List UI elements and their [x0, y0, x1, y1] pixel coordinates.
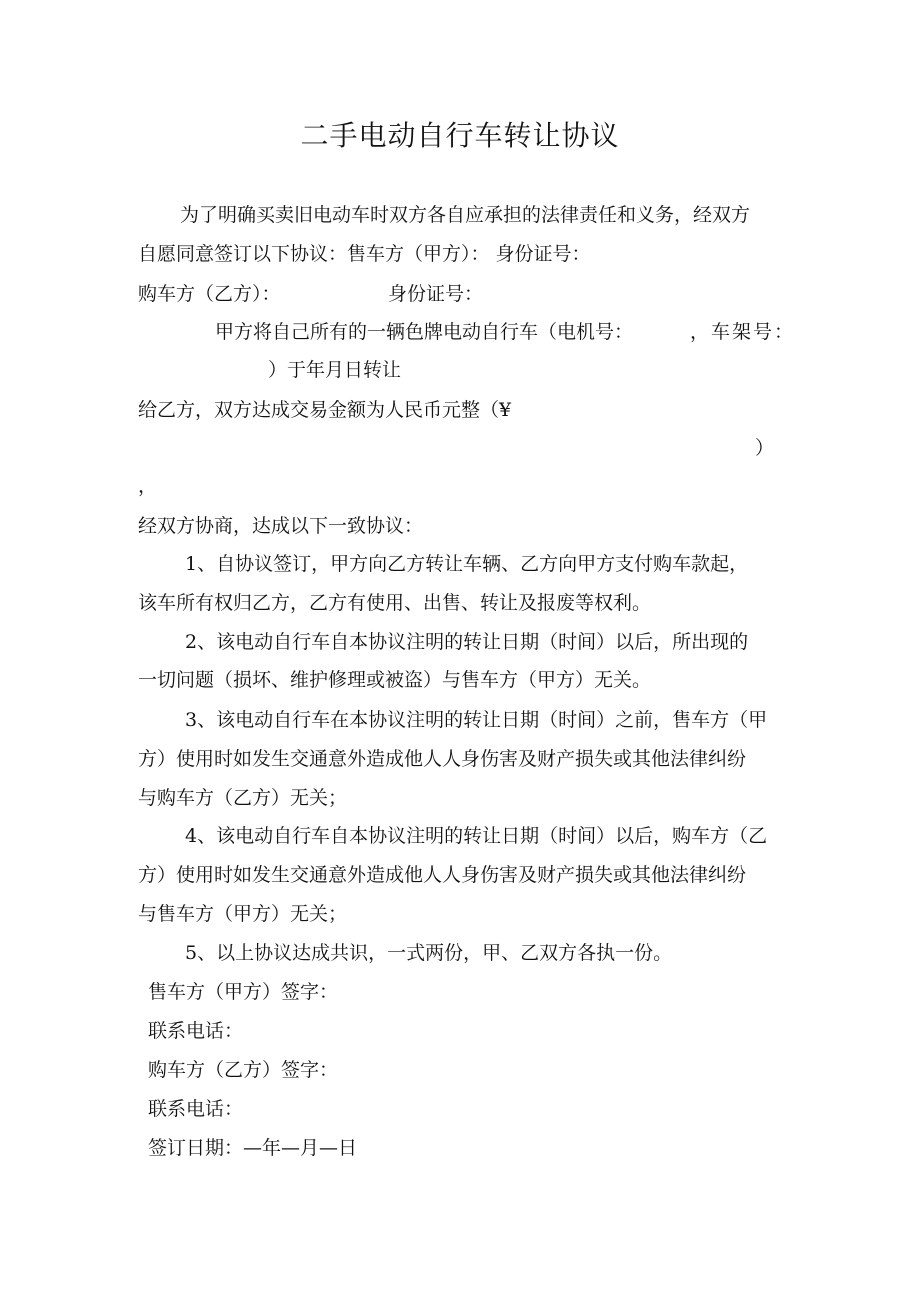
- seller-signature-label: 售车方（甲方）签字：: [148, 981, 339, 1003]
- clause-4-line-3: 与售车方（甲方）无关；: [138, 903, 348, 925]
- buyer-id-label: 身份证号：: [388, 283, 484, 305]
- vehicle-frame-label: ，车架号：: [690, 321, 796, 343]
- buyer-signature-label: 购车方（乙方）签字：: [148, 1059, 339, 1081]
- negotiation-line: 经双方协商，达成以下一致协议：: [138, 515, 424, 537]
- buyer-phone-label: 联系电话：: [148, 1098, 244, 1120]
- clause-3-line-1: 3、该电动自行车在本协议注明的转让日期（时间）之前，售车方（甲: [185, 709, 768, 731]
- clause-2-line-2: 一切问题（损坏、维护修理或被盗）与售车方（甲方）无关。: [138, 669, 652, 691]
- transfer-amount-line: 给乙方，双方达成交易金额为人民币元整（¥: [138, 399, 512, 421]
- vehicle-line-1: 甲方将自己所有的一辆色牌电动自行车（电机号：: [215, 321, 634, 343]
- signing-date-label: 签订日期：—年—月—日: [148, 1137, 358, 1159]
- document-title: 二手电动自行车转让协议: [300, 119, 620, 152]
- clause-2-line-1: 2、该电动自行车自本协议注明的转让日期（时间）以后，所出现的: [185, 631, 749, 653]
- clause-1-line-1: 1、自协议签订，甲方向乙方转让车辆、乙方向甲方支付购车款起，: [185, 553, 749, 575]
- clause-4-line-1: 4、该电动自行车自本协议注明的转让日期（时间）以后，购车方（乙: [185, 825, 768, 847]
- clause-1-line-2: 该车所有权归乙方，乙方有使用、出售、转让及报废等权利。: [138, 592, 652, 614]
- clause-4-line-2: 方）使用时如发生交通意外造成他人人身伤害及财产损失或其他法律纠纷: [138, 864, 747, 886]
- clause-5: 5、以上协议达成共识，一式两份，甲、乙双方各执一份。: [185, 942, 673, 964]
- seller-phone-label: 联系电话：: [148, 1020, 244, 1042]
- vehicle-line-2: ）于年月日转让: [268, 359, 402, 381]
- clause-3-line-2: 方）使用时如发生交通意外造成他人人身伤害及财产损失或其他法律纠纷: [138, 748, 747, 770]
- stray-comma: ，: [138, 475, 158, 497]
- intro-line-1: 为了明确买卖旧电动车时双方各自应承担的法律责任和义务，经双方: [180, 204, 751, 226]
- clause-3-line-3: 与购车方（乙方）无关；: [138, 787, 348, 809]
- buyer-label: 购车方（乙方）：: [138, 283, 281, 305]
- amount-close-paren: ）: [755, 437, 775, 459]
- intro-line-2: 自愿同意签订以下协议：售车方（甲方）： 身份证号：: [138, 243, 591, 265]
